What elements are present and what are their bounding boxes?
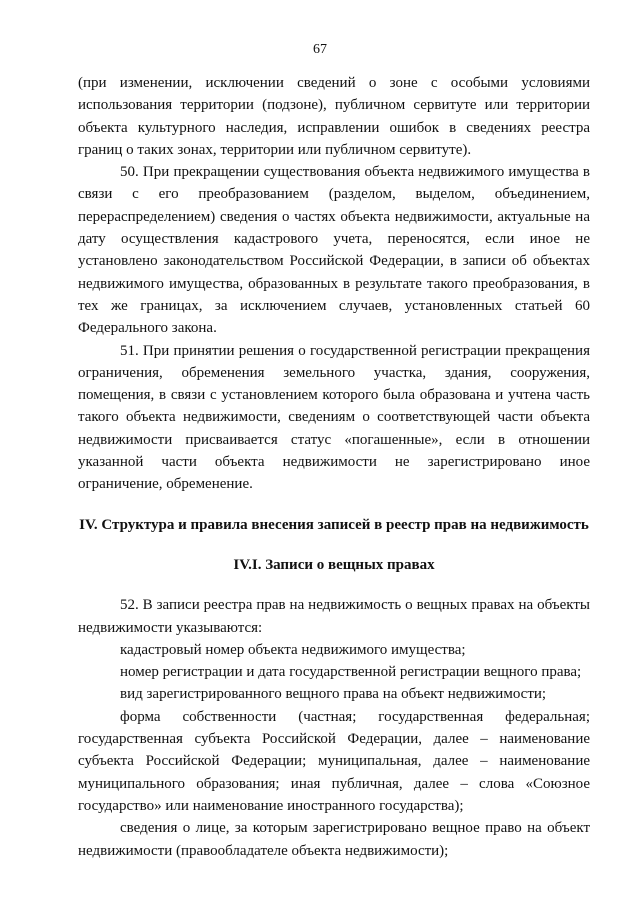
paragraph-51: 51. При принятии решения о государственной регистрации прекращения ограничения, обременения земельного участка, здания, сооружения, помещения, в связи с установлением которого была образована и учтена часть такого объекта недвижимости, сведениям о соответствующей части объекта недвижимости присваивается статус «погашенные», если в отношении указанной части объекта недвижимости не зарегистрировано иное ограничение, обременение. [78, 342, 590, 493]
list-item: вид зарегистрированного вещного права на объект недвижимости; [120, 686, 547, 703]
list-item: кадастровый номер объекта недвижимого имущества; [120, 641, 466, 658]
list-item: форма собственности (частная; государственная федеральная; государственная субъекта Российской Федерации, далее – наименование субъекта Российской Федерации; муниципальная, далее – наименование муниципального образования; иная публичная, далее – слова «Союзное государство» или наименование иностранного государства); [78, 708, 590, 814]
paragraph-continuation: (при изменении, исключении сведений о зоне с особыми условиями использования территории (подзоне), публичном сервитуте или территории объекта культурного наследия, исправлении ошибок в сведениях реестра границ о таких зонах, территории или публичном сервитуте). [78, 75, 590, 158]
list-item: номер регистрации и дата государственной регистрации вещного права; [120, 664, 582, 681]
page-number: 67 [313, 42, 327, 57]
list-item: сведения о лице, за которым зарегистрировано вещное право на объект недвижимости (правообладателе объекта недвижимости); [78, 820, 590, 859]
paragraph-52: 52. В записи реестра прав на недвижимость о вещных правах на объекты недвижимости указываются: [78, 597, 590, 636]
section-heading: IV. Структура и правила внесения записей в реестр прав на недвижимость [79, 516, 589, 533]
subsection-heading: IV.I. Записи о вещных правах [233, 556, 435, 573]
document-body [78, 72, 590, 862]
paragraph-50: 50. При прекращении существования объекта недвижимого имущества в связи с его преобразованием (разделом, выделом, объединением, перераспределением) сведения о частях объекта недвижимости, актуальные на дату осуществления кадастрового учета, переносятся, если иное не установлено законодательством Российской Федерации, в записи об объектах недвижимого имущества, образованных в результате такого преобразования, в тех же границах, за исключением случаев, установленных статьей 60 Федерального закона. [78, 164, 590, 337]
